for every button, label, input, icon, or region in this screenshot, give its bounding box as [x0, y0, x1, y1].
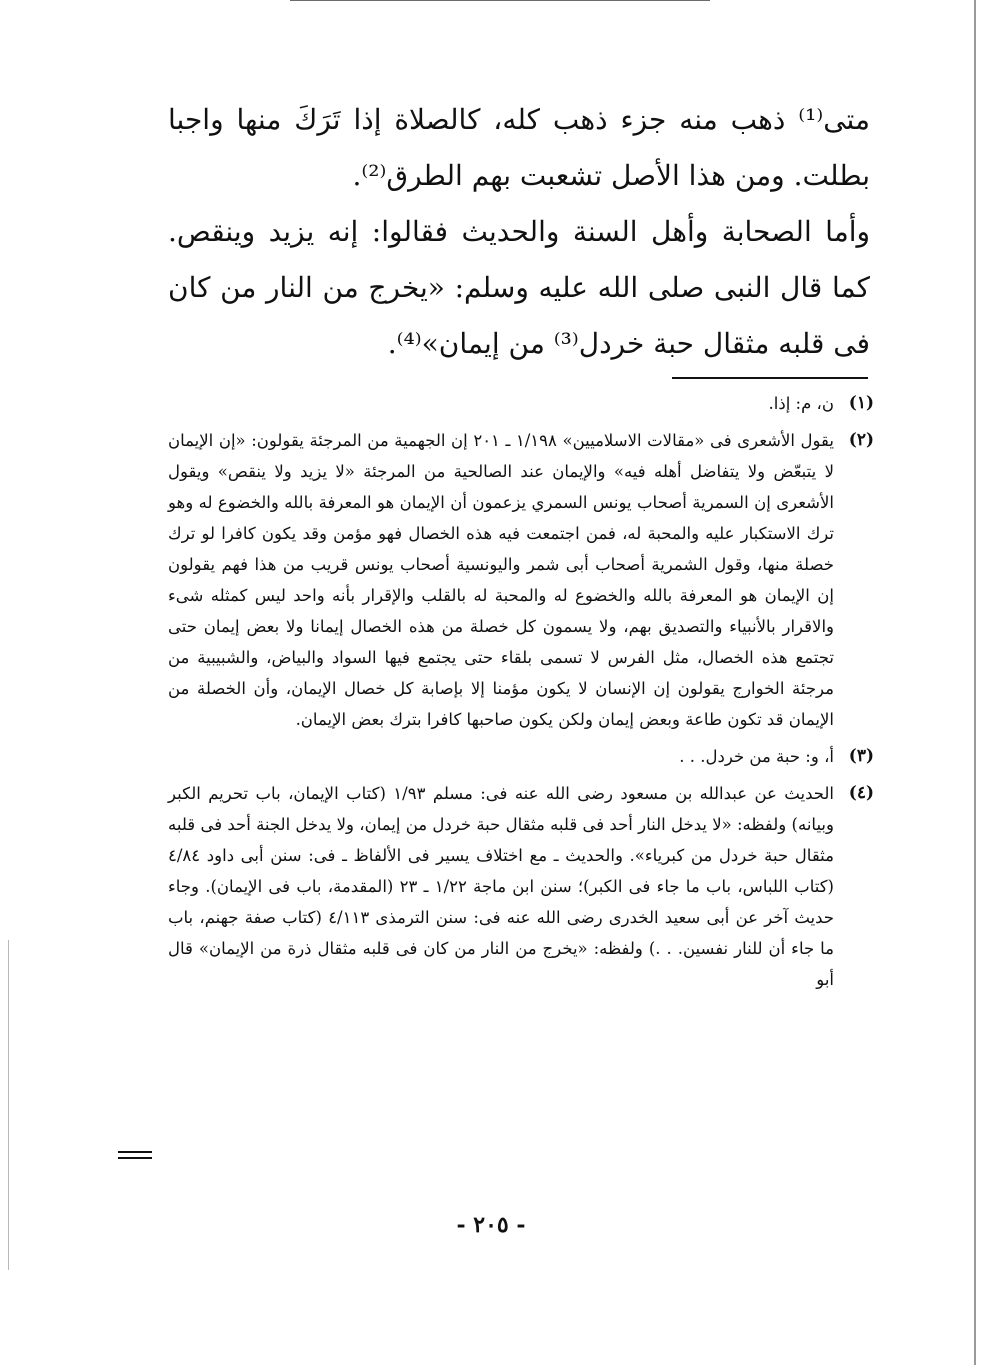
continuation-line	[118, 1151, 152, 1153]
footnote-item	[168, 425, 874, 735]
scan-right-edge	[974, 0, 976, 1365]
footnote-item	[168, 741, 874, 772]
footnote-item	[168, 778, 874, 995]
main-paragraph: متى⁽¹⁾ ذهب منه جزء ذهب كله، كالصلاة إذا تَرَكَ منها واجبا بطلت. ومن هذا الأصل تشعبت بهم الطرق⁽²⁾.	[168, 103, 870, 192]
footnote-text: أ، و: حبة من خردل. . .	[679, 747, 834, 766]
continuation-mark	[118, 1151, 152, 1159]
footnote-item	[168, 388, 874, 419]
footnote-text: الحديث عن عبدالله بن مسعود رضى الله عنه فى: مسلم ١/٩٣ (كتاب الإيمان، باب تحريم الكبر وبيانه) ولفظه: «لا يدخل النار أحد فى قلبه مثقال حبة خردل من إيمان، ولا يدخل الجنة أحد فى قلبه مثقال حبة خردل من كبرياء». والحديث ـ مع اختلاف يسير فى الألفاظ ـ فى: سنن أبى داود ٤/٨٤ (كتاب اللباس، باب ما جاء فى الكبر)؛ سنن ابن ماجة ١/٢٢ ـ ٢٣ (المقدمة، باب فى الإيمان). وجاء حديث آخر عن أبى سعيد الخدرى رضى الله عنه فى: سنن الترمذى ٤/١١٣ (كتاب صفة جهنم، باب ما جاء أن للنار نفسين. . .) ولفظه: «يخرج من النار من كان فى قلبه مثقال ذرة من الإيمان» قال أبو	[168, 784, 834, 989]
main-text	[168, 92, 870, 372]
footnotes	[168, 388, 874, 1001]
page-number: - ٢٠٥ -	[456, 1212, 526, 1238]
scan-top-line	[290, 0, 710, 1]
footnote-separator	[672, 377, 868, 379]
footnote-text: يقول الأشعرى فى «مقالات الاسلاميين» ١/١٩٨ ـ ٢٠١ إن الجهمية من المرجئة يقولون: «إن الإيمان لا يتبعّض ولا يتفاضل أهله فيه» والإيمان عند الصالحية من المرجئة «لا يزيد ولا ينقص» ويقول الأشعرى إن السمرية أصحاب يونس السمري يزعمون أن الإيمان هو المعرفة بالله والخضوع له وهو ترك الاستكبار عليه والمحبة له، فمن اجتمعت فيه هذه الخصال فهو مؤمن وقد يكون كافرا لو ترك خصلة منها، وقول الشمرية أصحاب أبى شمر واليونسية أصحاب يونس قريب من هذا فهم يقولون إن الإيمان هو المعرفة بالله والخضوع له والمحبة له بالقلب والإقرار بأنه واحد ليس كمثله شىء والاقرار بالأنبياء والتصديق بهم، ولا يسمون كل خصلة من هذه الخصال إيمانا ولا بعض إيمان حتى تجتمع هذه الخصال، مثل الفرس لا تسمى بلقاء حتى يجتمع فيها السواد والبياض، والشبيبية من مرجئة الخوارج يقولون إن الإنسان لا يكون مؤمنا إلا بإصابة كل خصال الإيمان، وأن الخصلة من الإيمان قد تكون طاعة وبعض إيمان ولكن يكون صاحبها كافرا بترك بعض الإيمان.	[168, 431, 834, 729]
footnote-text: ن، م: إذا.	[768, 394, 834, 413]
footnote-number: (٣)	[848, 746, 874, 766]
continuation-line	[118, 1157, 152, 1159]
main-paragraph: وأما الصحابة وأهل السنة والحديث فقالوا: إنه يزيد وينقص. كما قال النبى صلى الله عليه وسلم: «يخرج من النار من كان فى قلبه مثقال حبة خردل⁽³⁾ من إيمان»⁽⁴⁾.	[168, 215, 871, 360]
footnote-number: (١)	[848, 393, 874, 413]
footnote-number: (٤)	[848, 783, 874, 803]
footnote-number: (٢)	[848, 430, 874, 450]
